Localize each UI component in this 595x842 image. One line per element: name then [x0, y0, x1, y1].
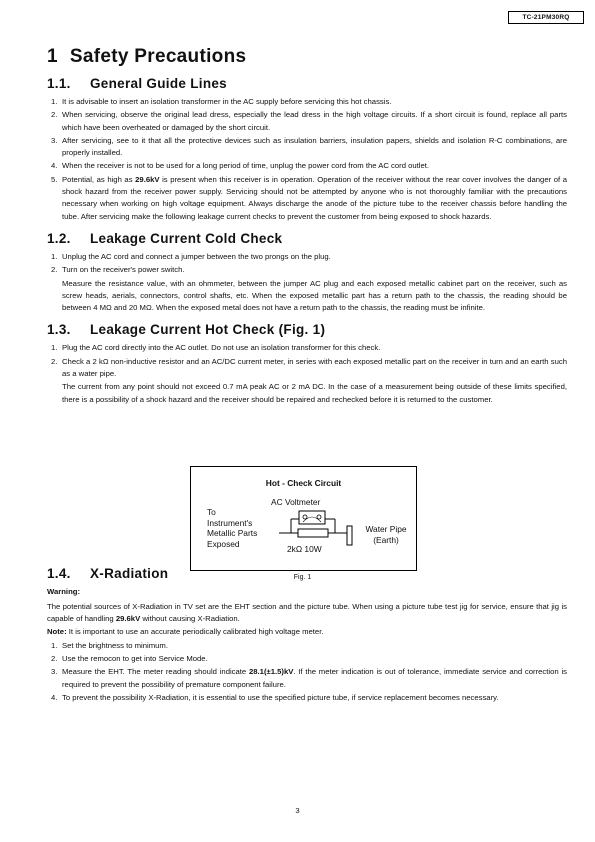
section-heading-1-1: 1.1. General Guide Lines — [47, 76, 227, 91]
list-item: 1. Plug the AC cord directly into the AC outlet. Do not use an isolation transformer for this check. — [51, 343, 381, 353]
list-item: 3. After servicing, see to it that all the protective devices such as insulation barriers, insulation papers, shields and isolation R-C combinations, are properly installed. — [51, 135, 567, 158]
list-item: 2. When servicing, observe the original lead dress, especially the lead dress in the high voltage circuits. If a short circuit is found, replace all parts which have been overheated or damaged by the short circuit. — [51, 110, 567, 132]
list-item: 1. Unplug the AC cord and connect a jumper between the two prongs on the plug. — [51, 251, 331, 261]
resistor-icon — [298, 529, 328, 537]
diagram-title: Hot - Check Circuit — [265, 478, 342, 488]
list-item: 2. Use the remocon to get into Service Mode. — [51, 654, 208, 664]
list-item: 3. Measure the EHT. The meter reading should indicate 28.1(±1.5)kV. If the meter indication is out of tolerance, immediate service and correction is required to prevent the possibility of premature component failure. — [51, 667, 567, 689]
page-title: 1 Safety Precautions — [47, 46, 247, 67]
hot-check-list — [47, 342, 567, 380]
list-item: 1. Set the brightness to minimum. — [51, 640, 168, 650]
list-item: 4. To prevent the possibility X-Radiation, it is essential to use the specified picture tube, if service replacement becomes necessary. — [51, 693, 499, 703]
page-content — [47, 46, 567, 705]
page-number: 3 — [295, 806, 300, 815]
section-heading-1-2: 1.2. Leakage Current Cold Check — [47, 230, 283, 246]
note-paragraph: Note: It is important to use an accurate periodically calibrated high voltage meter. — [47, 626, 324, 636]
list-item: 2. Turn on the receiver's power switch. — [51, 265, 185, 275]
cold-check-paragraph: Measure the resistance value, with an ohmmeter, between the jumper AC plug and each exposed metallic cabinet part on the receiver, such as screw heads, aerials, connectors, control shafts, etc. When the exposed metallic part has a return path to the chassis, the reading should be between 4 MΩ and 20 MΩ. When the exposed metal does not have a return path to the chassis, the reading must be infinite. — [62, 278, 567, 313]
section-heading-1-4: 1.4. X-Radiation — [47, 565, 169, 581]
resistor-label: 2kΩ 10W — [287, 544, 322, 554]
list-item: 1. It is advisable to insert an isolation transformer in the AC supply before servicing this hot chassis. — [51, 97, 392, 106]
instrument-label: To Instrument's Metallic Parts Exposed — [207, 507, 258, 549]
list-item: 4. When the receiver is not to be used for a long period of time, unplug the power cord from the AC cord outlet. — [51, 161, 430, 171]
figure-caption: Fig. 1 — [293, 574, 312, 581]
general-guidelines-list — [47, 96, 567, 223]
xradiation-intro: The potential sources of X-Radiation in TV set are the EHT section and the picture tube. When using a picture tube test jig for service, ensure that jig is capable of handling 29.6kV without causing X-Radiation. — [47, 601, 567, 624]
water-pipe-label: Water Pipe (Earth) — [365, 524, 407, 545]
warning-label: Warning: — [47, 586, 81, 596]
list-item: 2. Check a 2 kΩ non-inductive resistor and an AC/DC current meter, in series with each exposed metallic part on the receiver in turn and an earth such as a water pipe. — [51, 356, 567, 379]
hot-check-circuit-diagram — [190, 466, 417, 571]
model-number-box: TC-21PM30RQ — [508, 11, 584, 24]
circuit-schematic — [191, 467, 416, 570]
list-item: 5. Potential, as high as 29.6kV is present when this receiver is in operation. Operation of the receiver without the rear cover involves the danger of a shock hazard from the receiver power supply. Servicing should not be attempted by anyone who is not thoroughly familiar with the precautions necessary when working on high voltage equipment. Always discharge the anode of the picture tube to the receiver chassis before handling the tube. After servicing make the following leakage current checks to prevent the customer from being exposed to shock hazards. — [51, 174, 567, 221]
meter-label: AC Voltmeter — [271, 497, 321, 507]
xradiation-list — [47, 640, 567, 704]
cold-check-list — [47, 251, 567, 277]
water-pipe-icon — [347, 526, 352, 545]
section-heading-1-3: 1.3. Leakage Current Hot Check (Fig. 1) — [47, 322, 326, 338]
hot-check-paragraph: The current from any point should not exceed 0.7 mA peak AC or 2 mA DC. In the case of a measurement being outside of these limits specified, there is a possibility of a shock hazard and the receiver should be repaired and rechecked before it is returned to the customer. — [62, 382, 567, 404]
